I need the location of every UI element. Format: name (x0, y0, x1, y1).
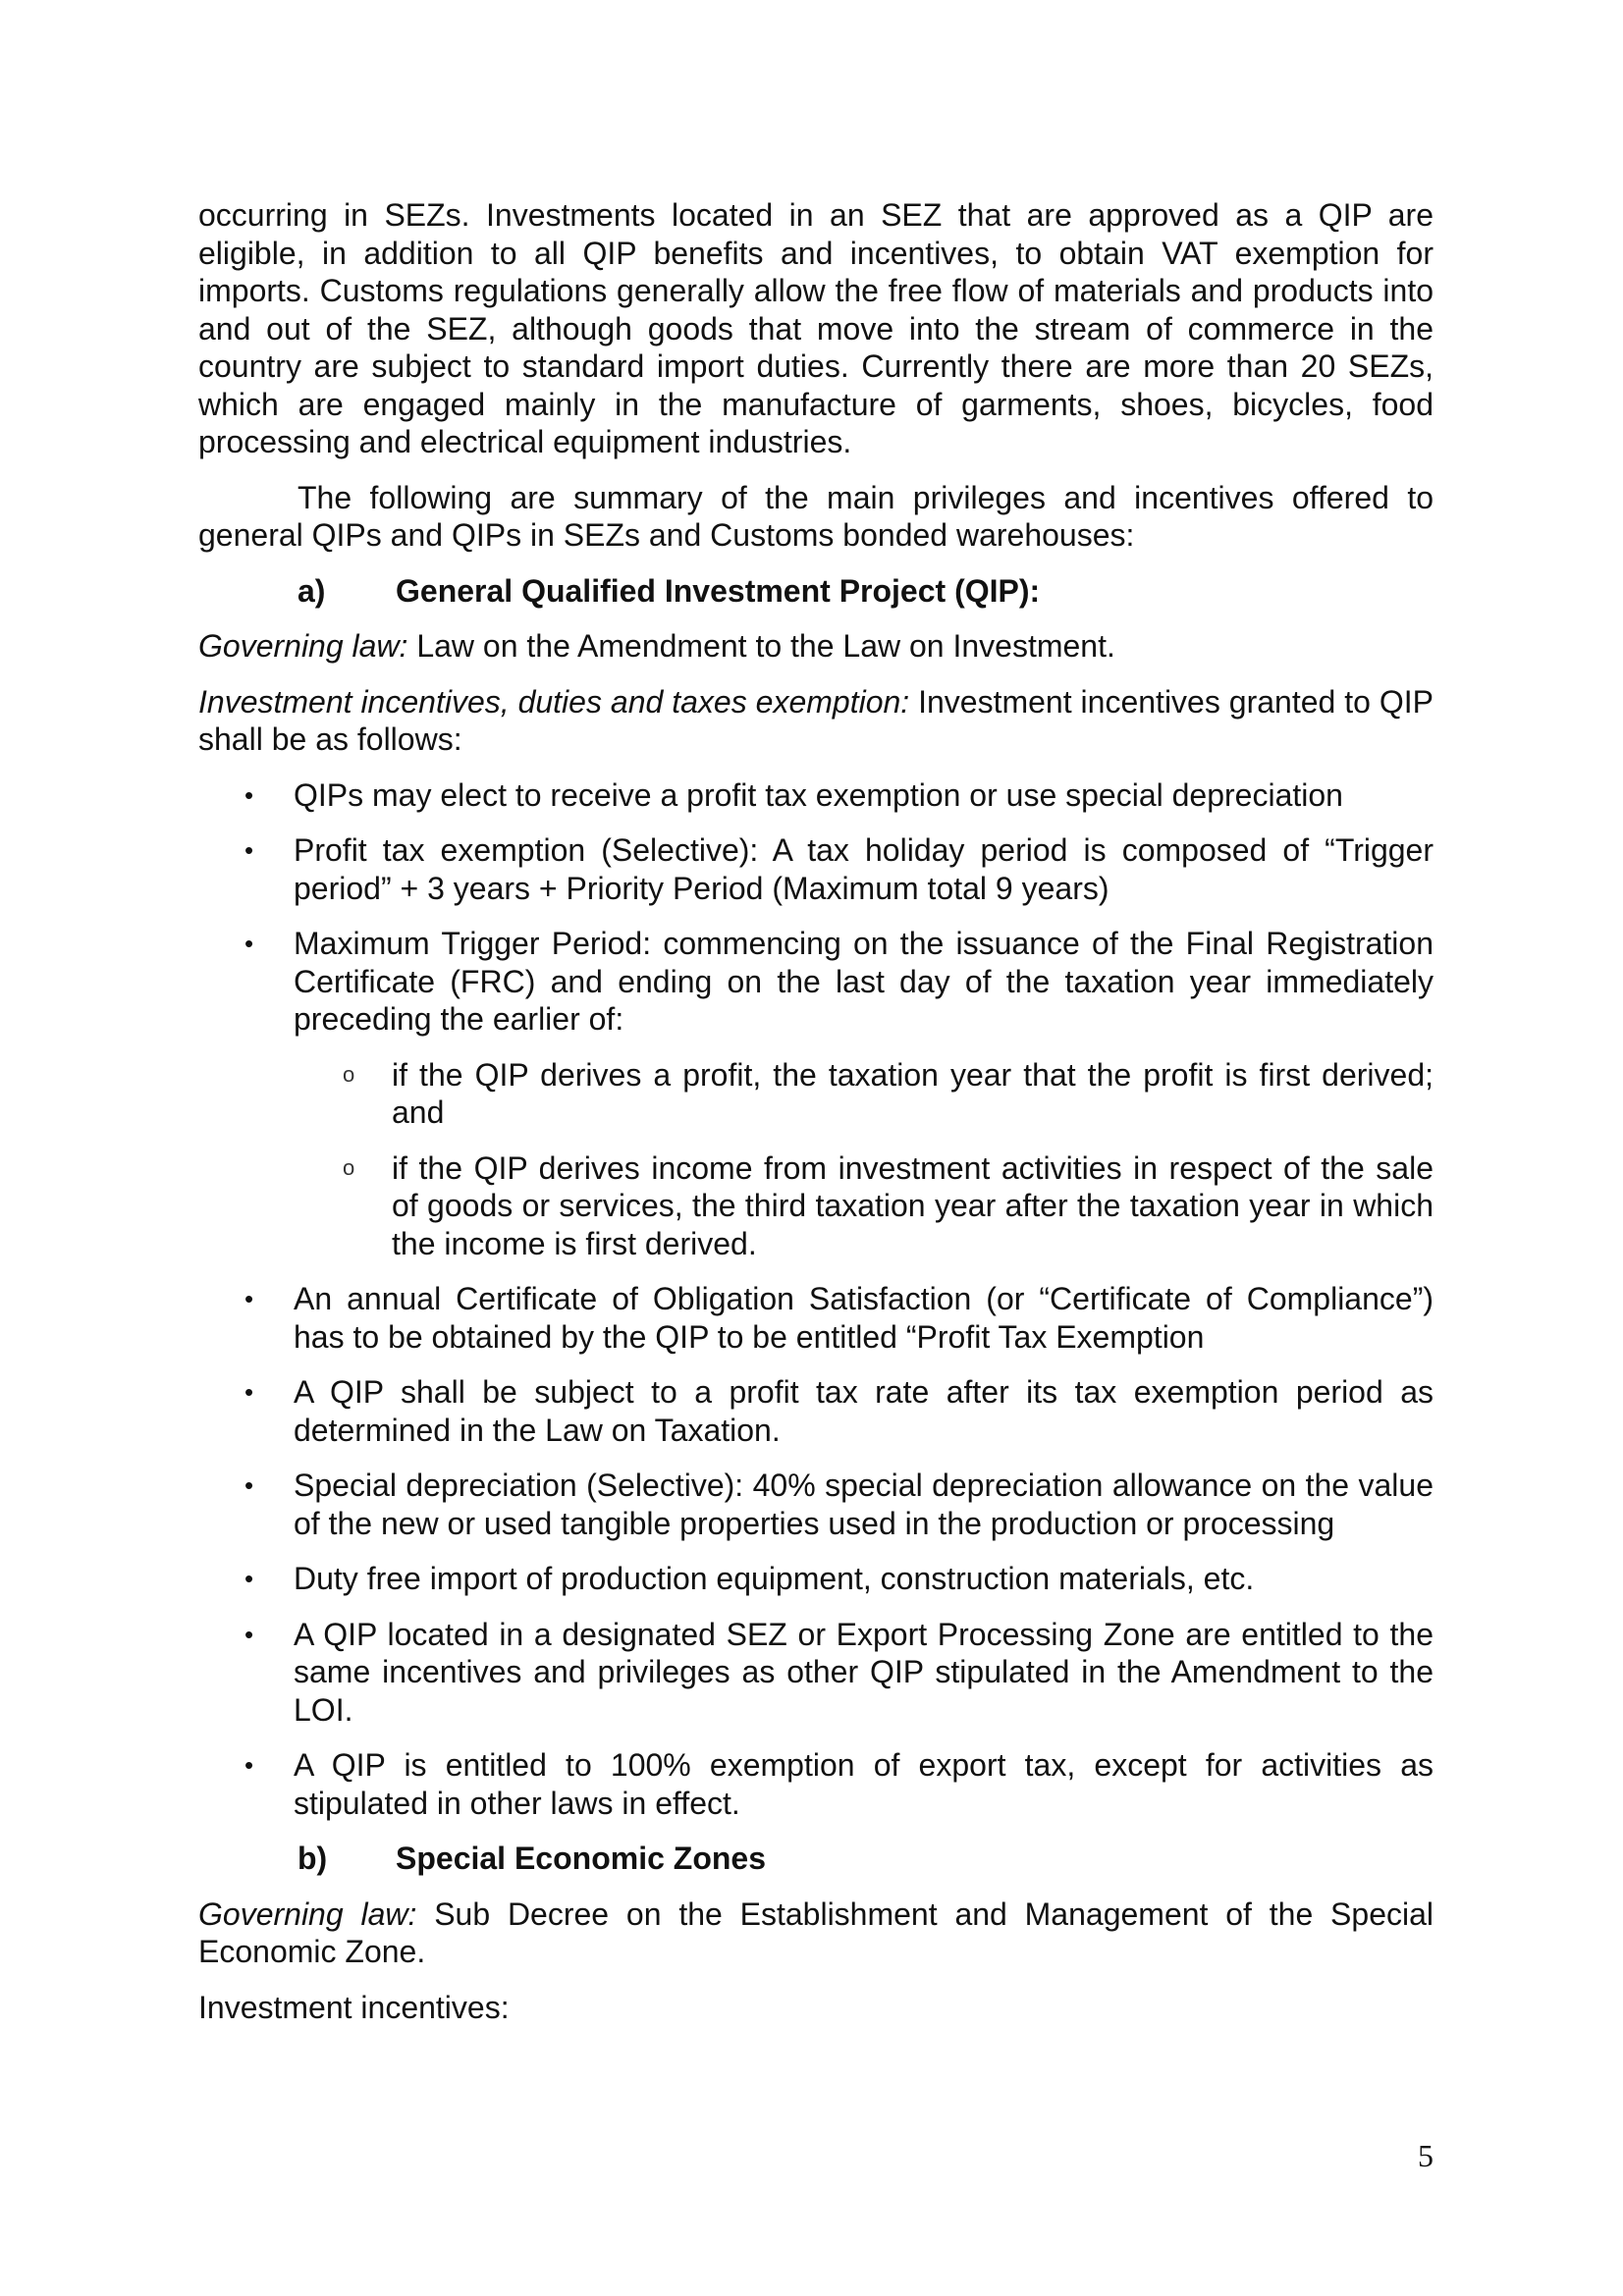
list-item-text: QIPs may elect to receive a profit tax exemption or use special depreciation (294, 776, 1343, 813)
list-item (198, 831, 1434, 907)
bullet-icon: • (244, 779, 254, 810)
sub-list-item (294, 1149, 1434, 1263)
bullet-icon: • (244, 929, 254, 958)
list-item (198, 1373, 1434, 1449)
sub-list-item (294, 1056, 1434, 1132)
section-a-governing-law (198, 627, 1434, 666)
list-item (198, 925, 1434, 1262)
list-item-text: Maximum Trigger Period: commencing on the issuance of the Final Registration Certificate (FRC) and ending on the last day of the taxation year immediately preceding the earlier of: (294, 926, 1434, 1037)
list-item-text: A QIP located in a designated SEZ or Export Processing Zone are entitled to the same incentives and privileges as other QIP stipulated in the Amendment to the LOI. (294, 1616, 1434, 1728)
governing-law-text: Law on the Amendment to the Law on Investment. (407, 628, 1115, 664)
section-b-incentives-label: Investment incentives: (198, 1989, 510, 2025)
section-b-heading (198, 1840, 1434, 1878)
bullet-icon: • (244, 1470, 254, 1500)
section-b-governing-law (198, 1896, 1434, 1971)
incentives-label: Investment incentives, duties and taxes exemption: (198, 683, 910, 720)
sub-list-item-text: if the QIP derives a profit, the taxation year that the profit is first derived; and (392, 1056, 1434, 1130)
governing-law-label: Governing law: (198, 1896, 417, 1932)
incentives-text: Investment incentives granted to QIP shall be as follows: (198, 683, 1434, 757)
bullet-icon: • (244, 1619, 254, 1649)
qip-incentives-list (198, 776, 1434, 1823)
section-a-title: General Qualified Investment Project (QIP): (396, 572, 1041, 609)
list-item-body (294, 925, 1434, 1262)
paragraph-sez-intro: occurring in SEZs. Investments located in an SEZ that are approved as a QIP are eligible, in addition to all QIP benefits and incentives, to obtain VAT exemption for imports. Customs regulations generally allow the free flow of materials and products into and out of the SEZ, although goods that move into the stream of commerce in the country are subject to standard import duties. Currently there are more than 20 SEZs, which are engaged mainly in the manufacture of garments, shoes, bicycles, food processing and electrical equipment industries. (198, 197, 1434, 459)
document-page (198, 196, 1434, 2044)
page-number: 5 (1418, 2138, 1434, 2173)
bullet-icon: • (244, 835, 254, 865)
governing-law-text: Sub Decree on the Establishment and Management of the Special Economic Zone. (198, 1896, 1434, 1969)
trigger-period-sublist (294, 1056, 1434, 1263)
governing-law-label: Governing law: (198, 628, 408, 664)
list-item (198, 1560, 1434, 1598)
sub-list-item-text: if the QIP derives income from investment activities in respect of the sale of goods or services, the third taxation year after the taxation year in which the income is first derived. (392, 1149, 1434, 1261)
circle-bullet-icon: o (343, 1061, 355, 1087)
paragraph-summary-intro: The following are summary of the main privileges and incentives offered to general QIPs and QIPs in SEZs and Customs bonded warehouses: (198, 479, 1434, 553)
list-item-text: Duty free import of production equipment, construction materials, etc. (294, 1561, 1255, 1596)
bullet-icon: • (244, 1564, 254, 1593)
list-item-text: A QIP is entitled to 100% exemption of export tax, except for activities as stipulated in other laws in effect. (294, 1747, 1434, 1821)
section-a-heading (198, 572, 1434, 611)
circle-bullet-icon: o (343, 1154, 355, 1180)
list-item-text: Profit tax exemption (Selective): A tax holiday period is composed of “Trigger period” + 3 years + Priority Period (Maximum total 9 years) (294, 832, 1434, 906)
section-b-number: b) (298, 1841, 328, 1876)
list-item (198, 1280, 1434, 1356)
list-item-text: An annual Certificate of Obligation Satisfaction (or “Certificate of Compliance”) has to be obtained by the QIP to be entitled “Profit Tax Exemption (294, 1281, 1434, 1355)
bullet-icon: • (244, 1750, 254, 1780)
bullet-icon: • (244, 1284, 254, 1313)
list-item (198, 1746, 1434, 1822)
list-item (198, 1616, 1434, 1730)
section-a-incentives-intro (198, 683, 1434, 759)
list-item (198, 1467, 1434, 1542)
section-a-number: a) (298, 572, 326, 609)
bullet-icon: • (244, 1377, 254, 1407)
list-item-text: A QIP shall be subject to a profit tax rate after its tax exemption period as determined in the Law on Taxation. (294, 1374, 1434, 1448)
list-item-text: Special depreciation (Selective): 40% special depreciation allowance on the value of the new or used tangible properties used in the production or processing (294, 1468, 1434, 1541)
list-item (198, 776, 1434, 815)
section-b-title: Special Economic Zones (396, 1841, 766, 1876)
